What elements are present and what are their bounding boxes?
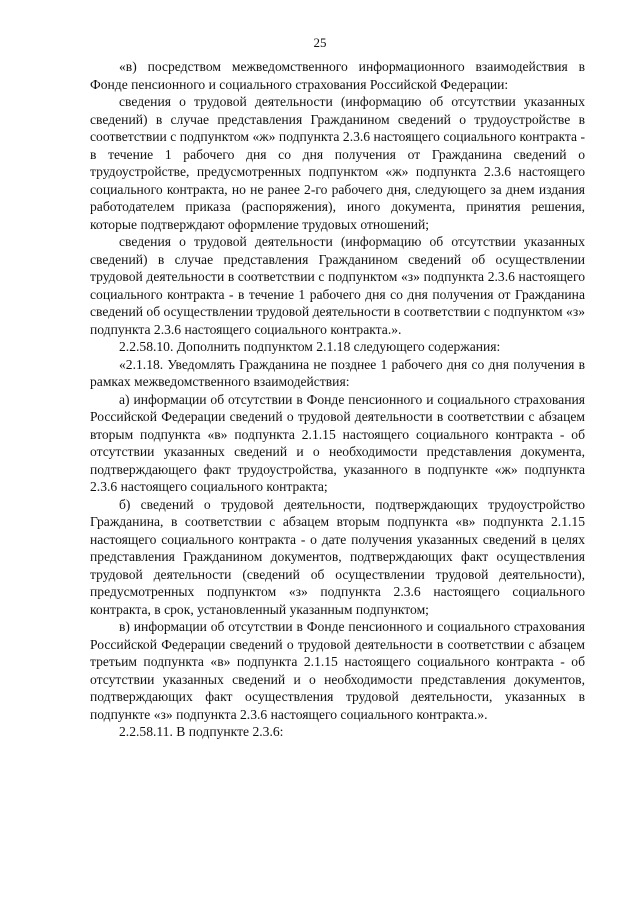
paragraph: 2.2.58.11. В подпункте 2.3.6: [119, 724, 284, 739]
paragraph: а) информации об отсутствии в Фонде пенсионного и социального страхования Российской Федерации сведений о трудовой деятельности в соответствии с абзацем вторым подпункта «в» подпункта 2.1.15 настоящего социального контракта - об отсутствии указанных сведений и о необходимости представления документа, подтверждающего факт трудоустройства, указанного в подпункте «ж» подпункта 2.3.6 настоящего социального контракта; [90, 391, 585, 494]
paragraph: «в) посредством межведомственного информационного взаимодействия в Фонде пенсионного и социального страхования Российской Федерации: [90, 59, 585, 92]
paragraph: «2.1.18. Уведомлять Гражданина не позднее 1 рабочего дня со дня получения в рамках межведомственного взаимодействия: [90, 356, 585, 389]
paragraph: б) сведений о трудовой деятельности, подтверждающих трудоустройство Гражданина, в соответствии с абзацем вторым подпункта «в» подпункта 2.1.15 настоящего социального контракта - о дате получения указанных сведений в целях представления Гражданином документов, подтверждающих факт осуществления трудовой деятельности (сведений об осуществлении трудовой деятельности), предусмотренных подпунктом «з» подпункта 2.3.6 настоящего социального контракта, в срок, установленный указанным подпунктом; [90, 496, 585, 617]
paragraph: 2.2.58.10. Дополнить подпунктом 2.1.18 следующего содержания: [119, 339, 501, 354]
paragraph: сведения о трудовой деятельности (информацию об отсутствии указанных сведений) в случае представления Гражданином сведений о трудоустройстве в соответствии с подпунктом «ж» подпункта 2.3.6 настоящего социального контракта - в течение 1 рабочего дня со дня получения от Гражданина сведений о трудоустройстве, предусмотренных подпунктом «ж» подпункта 2.3.6 настоящего социального контракта, но не ранее 2-го рабочего дня, следующего за днем издания работодателем приказа (распоряжения), иного документа, принятия решения, которые подтверждают оформление трудовых отношений; [90, 94, 585, 232]
page-number: 25 [313, 35, 327, 50]
paragraph: в) информации об отсутствии в Фонде пенсионного и социального страхования Российской Федерации сведений о трудовой деятельности в соответствии с абзацем третьим подпункта «в» подпункта 2.1.15 настоящего социального контракта - об отсутствии указанных сведений и о необходимости представления документов, подтверждающих факт осуществления трудовой деятельности, указанных в подпункте «з» подпункта 2.3.6 настоящего социального контракта.». [90, 619, 585, 722]
document-body [90, 58, 585, 741]
paragraph: сведения о трудовой деятельности (информацию об отсутствии указанных сведений) в случае представления Гражданином сведений об осуществлении трудовой деятельности в соответствии с подпунктом «з» подпункта 2.3.6 настоящего социального контракта - в течение 1 рабочего дня со дня получения от Гражданина сведений об осуществлении трудовой деятельности в соответствии с подпунктом «з» подпункта 2.3.6 настоящего социального контракта.». [90, 234, 585, 337]
